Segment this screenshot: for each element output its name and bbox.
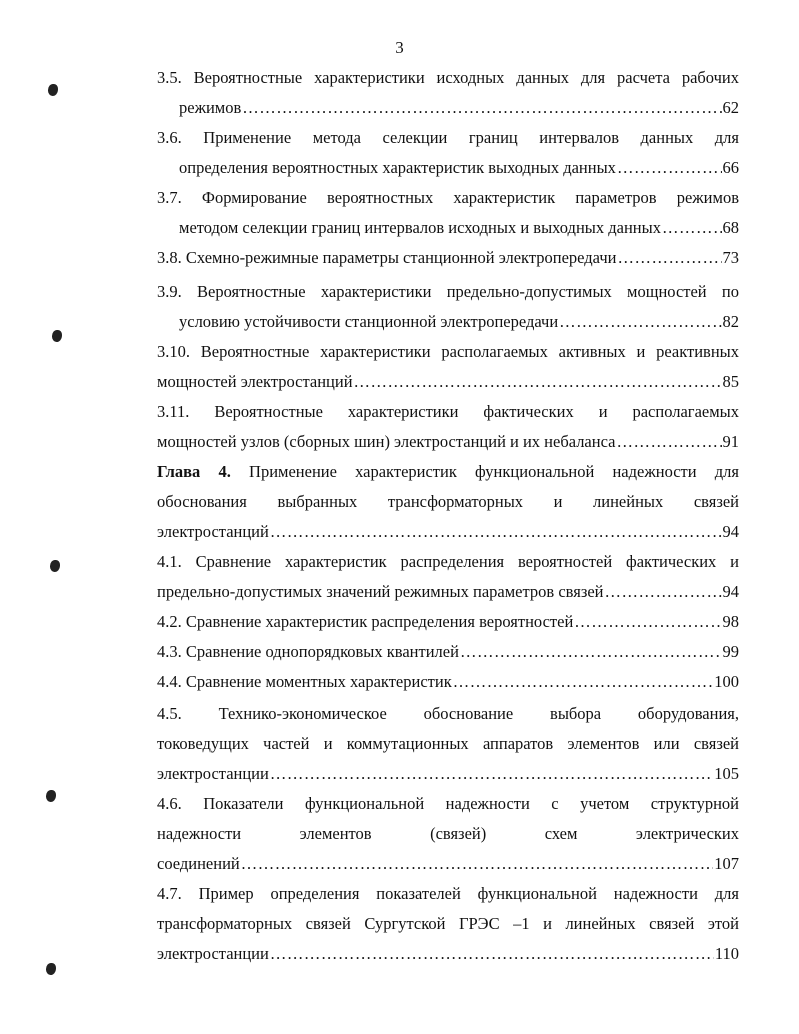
toc-page-number: 98 — [722, 612, 739, 631]
toc-page-number: 73 — [722, 248, 739, 267]
toc-page-number: 91 — [722, 432, 739, 451]
toc-entry-4-7-line2: трансформаторных связей Сургутской ГРЭС –1 и линейных связей этой — [157, 914, 739, 933]
toc-entry-title: электростанций — [157, 522, 269, 541]
leader-dots — [617, 158, 722, 178]
toc-page-number: 105 — [714, 764, 739, 783]
leader-dots — [242, 98, 721, 118]
toc-entry-4-6-line3 — [157, 854, 739, 874]
toc-page-number: 94 — [722, 582, 739, 601]
toc-entry-title: определения вероятностных характеристик выходных данных — [179, 158, 616, 177]
toc-entry-title: электростанции — [157, 764, 269, 783]
toc-entry-title: электростанции — [157, 944, 269, 963]
toc-page-number: 99 — [722, 642, 739, 661]
toc-page-number: 107 — [714, 854, 739, 873]
scan-mark — [48, 84, 58, 96]
toc-page-number: 100 — [714, 672, 739, 691]
toc-entry-title: 4.2. Сравнение характеристик распределения вероятностей — [157, 612, 574, 631]
scan-mark — [46, 790, 56, 802]
scan-mark — [50, 560, 60, 572]
toc-entry-4-5-line3 — [157, 764, 739, 784]
leader-dots — [270, 944, 714, 964]
chapter-label: Глава 4. — [157, 462, 231, 481]
leader-dots — [605, 582, 722, 602]
toc-entry-title: режимов — [179, 98, 242, 117]
leader-dots — [616, 432, 721, 452]
toc-entry-3-5-line1: 3.5. Вероятностные характеристики исходных данных для расчета рабочих — [157, 68, 739, 87]
toc-page-number: 82 — [722, 312, 739, 331]
toc-entry-3-9-line2 — [179, 312, 739, 332]
leader-dots — [559, 312, 721, 332]
toc-entry-4-4 — [157, 672, 739, 692]
leader-dots — [574, 612, 721, 632]
toc-page-number: 66 — [722, 158, 739, 177]
leader-dots — [460, 642, 722, 662]
toc-entry-3-6-line2 — [179, 158, 739, 178]
leader-dots — [354, 372, 722, 392]
toc-entry-title: предельно-допустимых значений режимных параметров связей — [157, 582, 604, 601]
toc-entry-title: 4.3. Сравнение однопорядковых квантилей — [157, 642, 459, 661]
toc-entry-4-5-line1: 4.5. Технико-экономическое обоснование выбора оборудования, — [157, 704, 739, 723]
leader-dots — [270, 764, 713, 784]
toc-entry-3-11-line1: 3.11. Вероятностные характеристики фактических и располагаемых — [157, 402, 739, 421]
toc-entry-4-3 — [157, 642, 739, 662]
toc-entry-3-10-line2 — [157, 372, 739, 392]
toc-entry-title: методом селекции границ интервалов исходных и выходных данных — [179, 218, 661, 237]
toc-entry-3-10-line1: 3.10. Вероятностные характеристики располагаемых активных и реактивных — [157, 342, 739, 361]
toc-entry-4-6-line2: надежности элементов (связей) схем электрических — [157, 824, 739, 843]
toc-entry-4-1-line1: 4.1. Сравнение характеристик распределения вероятностей фактических и — [157, 552, 739, 571]
leader-dots — [453, 672, 714, 692]
toc-chapter-4-line3 — [157, 522, 739, 542]
toc-entry-title: условию устойчивости станционной электропередачи — [179, 312, 559, 331]
toc-entry-title: соединений — [157, 854, 240, 873]
toc-entry-title: 3.8. Схемно-режимные параметры станционной электропередачи — [157, 248, 617, 267]
scan-mark — [52, 330, 62, 342]
toc-entry-3-7-line1: 3.7. Формирование вероятностных характеристик параметров режимов — [157, 188, 739, 207]
leader-dots — [617, 248, 721, 268]
toc-entry-title: мощностей узлов (сборных шин) электростанций и их небаланса — [157, 432, 616, 451]
chapter-title: Применение характеристик функциональной надежности для — [249, 462, 739, 481]
toc-entry-3-11-line2 — [157, 432, 739, 452]
leader-dots — [662, 218, 722, 238]
leader-dots — [270, 522, 722, 542]
toc-page-number: 110 — [714, 944, 739, 963]
toc-entry-3-9-line1: 3.9. Вероятностные характеристики предельно-допустимых мощностей по — [157, 282, 739, 301]
scan-mark — [46, 963, 56, 975]
toc-chapter-4-line1 — [157, 462, 739, 482]
toc-chapter-4-line2: обоснования выбранных трансформаторных и линейных связей — [157, 492, 739, 511]
toc-page-number: 68 — [722, 218, 739, 237]
toc-page-number: 94 — [722, 522, 739, 541]
toc-entry-title: мощностей электростанций — [157, 372, 353, 391]
toc-entry-3-7-line2 — [179, 218, 739, 238]
toc-entry-3-8 — [157, 248, 739, 268]
toc-entry-4-1-line2 — [157, 582, 739, 602]
toc-entry-4-5-line2: токоведущих частей и коммутационных аппаратов элементов или связей — [157, 734, 739, 753]
toc-entry-4-7-line3 — [157, 944, 739, 964]
page-number: 3 — [395, 38, 404, 57]
toc-entry-3-6-line1: 3.6. Применение метода селекции границ интервалов данных для — [157, 128, 739, 147]
toc-entry-title: 4.4. Сравнение моментных характеристик — [157, 672, 452, 691]
toc-entry-4-7-line1: 4.7. Пример определения показателей функциональной надежности для — [157, 884, 739, 903]
leader-dots — [241, 854, 714, 874]
toc-page-number: 85 — [722, 372, 739, 391]
toc-entry-3-5-line2 — [179, 98, 739, 118]
toc-entry-4-6-line1: 4.6. Показатели функциональной надежности с учетом структурной — [157, 794, 739, 813]
toc-page-number: 62 — [722, 98, 739, 117]
toc-entry-4-2 — [157, 612, 739, 632]
